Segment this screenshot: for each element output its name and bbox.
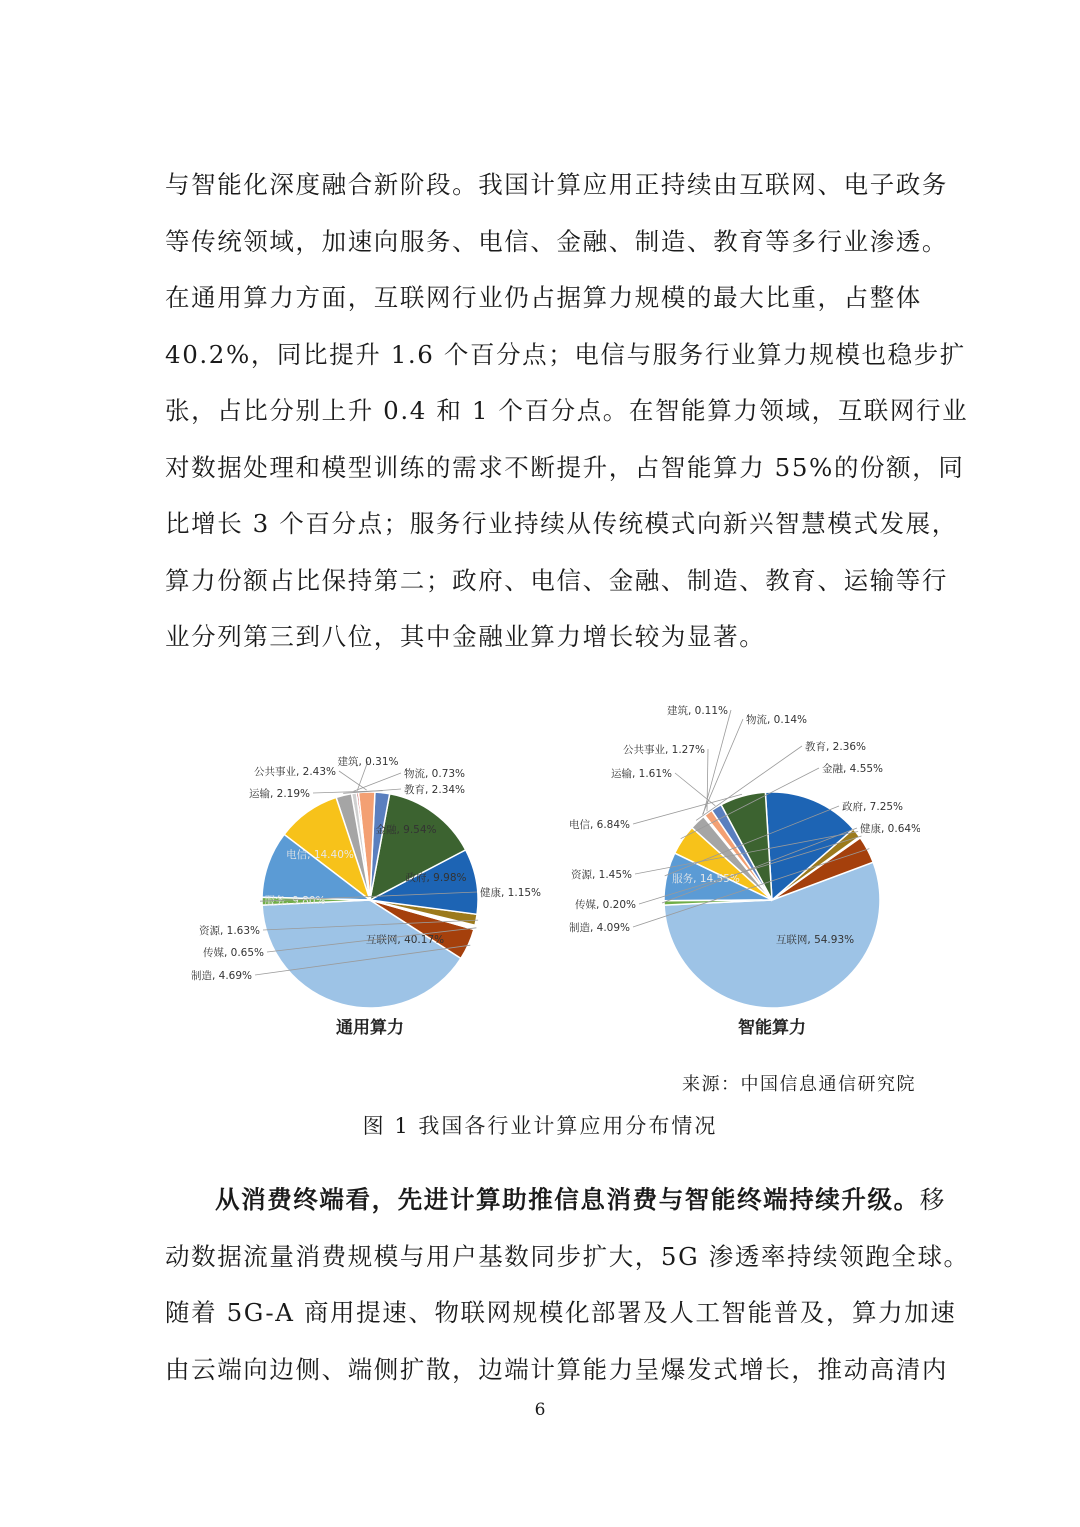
- text-line: 比增长 3 个百分点；服务行业持续从传统模式向新兴智慧模式发展，: [165, 509, 958, 538]
- text-line: 张，占比分别上升 0.4 和 1 个百分点。在智能算力领域，互联网行业: [165, 396, 969, 425]
- slice-label: 服务, 14.55%: [672, 873, 740, 885]
- text-line: 业分列第三到八位，其中金融业算力增长较为显著。: [165, 622, 766, 651]
- line-tail: 移: [919, 1185, 946, 1214]
- paragraph-2: [165, 1172, 970, 1398]
- slice-label: 制造, 4.69%: [190, 970, 252, 982]
- slice-label: 电信, 14.40%: [286, 849, 354, 861]
- slice-label: 公共事业, 2.43%: [253, 766, 336, 778]
- slice-label: 建筑, 0.11%: [666, 705, 728, 717]
- paragraph-1: [165, 157, 969, 666]
- page-number: 6: [534, 1400, 546, 1420]
- slice-label: 资源, 1.63%: [198, 925, 260, 937]
- slice-label: 制造, 4.09%: [568, 922, 630, 934]
- chart-title: 智能算力: [738, 1018, 806, 1038]
- slice-label: 健康, 0.64%: [860, 823, 920, 835]
- text-line: [165, 1172, 946, 1229]
- slice-label: 电信, 6.84%: [568, 819, 630, 831]
- text-line: 40.2%，同比提升 1.6 个百分点；电信与服务行业算力规模也稳步扩: [165, 339, 966, 369]
- slice-label: 运输, 1.61%: [610, 768, 672, 780]
- slice-label: 政府, 7.25%: [842, 801, 904, 813]
- pie-charts-figure: [160, 690, 920, 1050]
- slice-label: 政府, 9.98%: [405, 872, 467, 884]
- text-line: 由云端向边侧、端侧扩散，边端计算能力呈爆发式增长，推动高清内: [165, 1354, 948, 1384]
- text-line: 动数据流量消费规模与用户基数同步扩大，5G 渗透率持续领跑全球。: [165, 1241, 970, 1271]
- chart-title: 通用算力: [336, 1018, 404, 1038]
- slice-label: 教育, 2.36%: [805, 741, 867, 753]
- slice-label: 运输, 2.19%: [248, 788, 310, 800]
- slice-label: 教育, 2.34%: [404, 784, 466, 796]
- pie-charts-svg: [160, 690, 920, 1050]
- figure-source: 来源：中国信息通信研究院: [682, 1074, 916, 1095]
- slice-label: 传媒, 0.65%: [202, 947, 264, 959]
- slice-label: 金融, 4.55%: [822, 763, 884, 775]
- text-line: 算力份额占比保持第二；政府、电信、金融、制造、教育、运输等行: [165, 565, 948, 595]
- text-line: 在通用算力方面，互联网行业仍占据算力规模的最大比重，占整体: [165, 283, 922, 312]
- text-line: 随着 5G-A 商用提速、物联网规模化部署及人工智能普及，算力加速: [165, 1298, 957, 1327]
- text-line: 等传统领域，加速向服务、电信、金融、制造、教育等多行业渗透。: [165, 226, 948, 256]
- leader-line: [339, 771, 367, 790]
- text-line: 对数据处理和模型训练的需求不断提升，占智能算力 55%的份额，同: [165, 452, 965, 482]
- slice-label: 金融, 9.54%: [375, 824, 437, 836]
- leader-line: [675, 773, 715, 806]
- slice-label: 服务, 9.80%: [264, 895, 326, 907]
- lead-sentence: 从消费终端看，先进计算助推信息消费与智能终端持续升级。: [215, 1185, 920, 1214]
- slice-label: 物流, 0.14%: [746, 714, 808, 726]
- slice-label: 物流, 0.73%: [404, 768, 466, 780]
- figure-caption: 图 1 我国各行业计算应用分布情况: [362, 1114, 718, 1138]
- slice-label: 资源, 1.45%: [570, 869, 632, 881]
- slice-label: 传媒, 0.20%: [574, 899, 636, 911]
- slice-label: 互联网, 40.17%: [365, 934, 445, 946]
- slice-label: 公共事业, 1.27%: [622, 744, 705, 756]
- slice-label: 建筑, 0.31%: [337, 756, 399, 768]
- text-line: 与智能化深度融合新阶段。我国计算应用正持续由互联网、电子政务: [165, 170, 948, 199]
- slice-label: 互联网, 54.93%: [775, 934, 855, 946]
- slice-label: 健康, 1.15%: [480, 887, 542, 899]
